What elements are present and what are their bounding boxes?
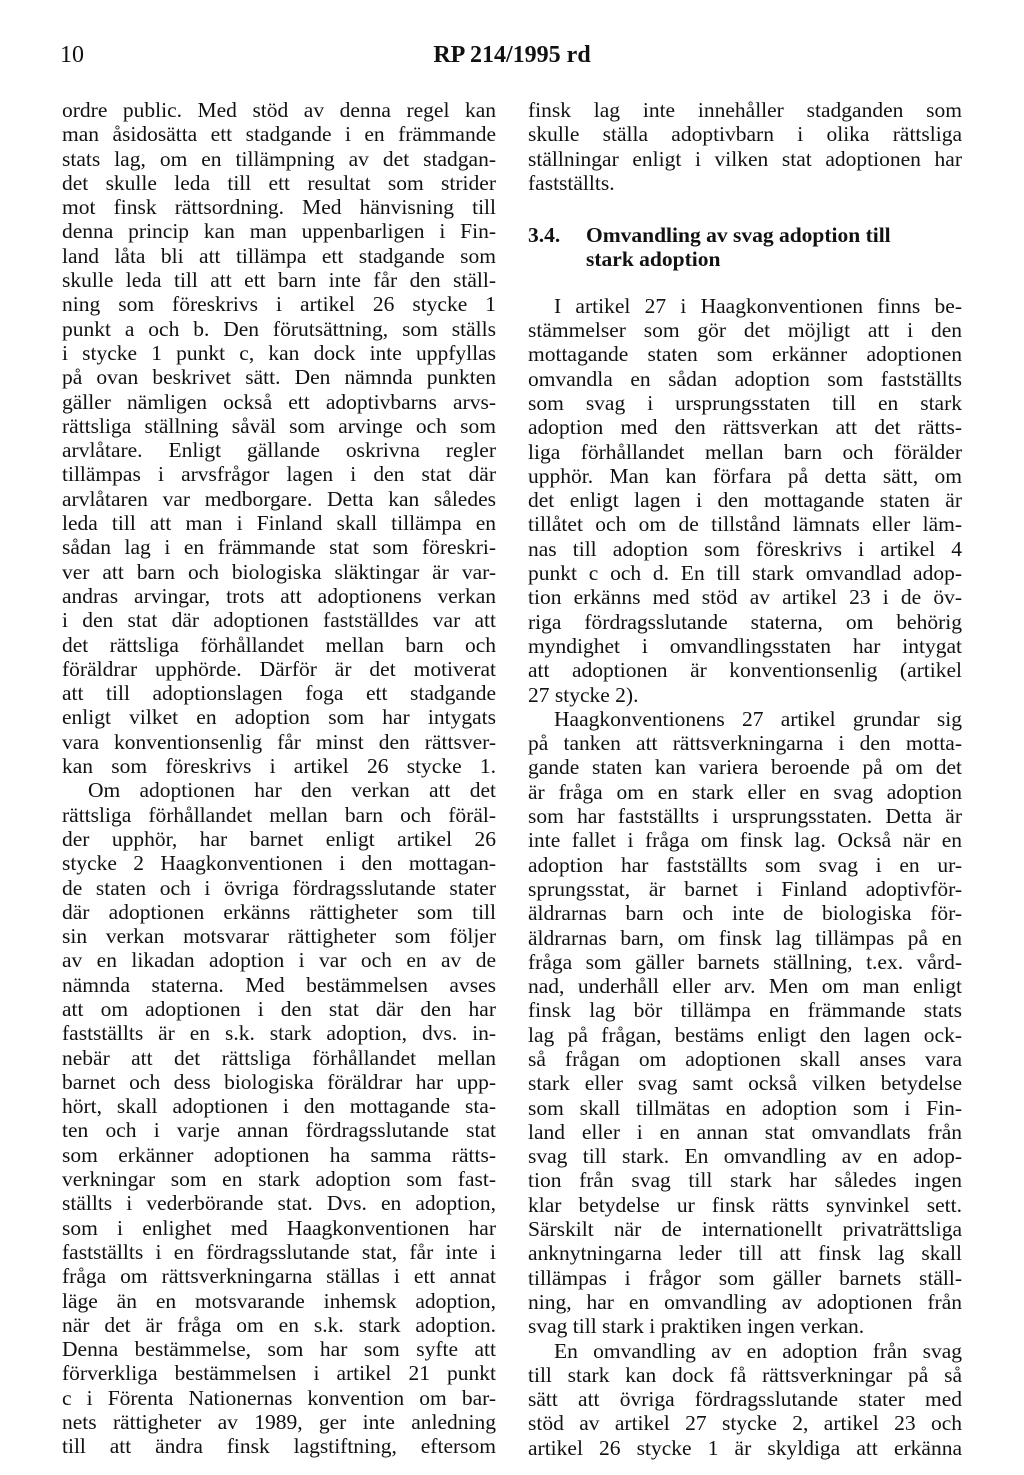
text-line: I artikel 27 i Haagkonventionen finns be- (554, 293, 962, 318)
text-line: fastställts. (528, 170, 615, 195)
text-line: de staten och i övriga fördragsslutande stater (62, 875, 496, 900)
text-line: Om adoptionen har den verkan att det (88, 778, 496, 803)
text-line: rättsliga förhållandet mellan barn och föräl- (62, 802, 496, 827)
text-line: inte fallet i fråga om finsk lag. Också när en (528, 828, 962, 853)
text-line: som skall tillmätas en adoption som i Fin- (528, 1095, 962, 1120)
text-line: när det är fråga om en s.k. stark adoption. (62, 1312, 496, 1337)
text-line: så frågan om adoptionen skall anses vara (528, 1046, 962, 1071)
text-line: av en likadan adoption i var och en av de (62, 948, 496, 973)
paragraph (528, 1339, 962, 1460)
text-line: till att ändra finsk lagstiftning, eftersom (62, 1434, 496, 1459)
text-line: skulle leda till att ett barn inte får den ställ- (62, 268, 496, 293)
text-line: i den stat där adoptionen fastställdes var att (62, 608, 496, 633)
text-line: att om adoptionen i den stat där den har (62, 996, 496, 1021)
text-line: En omvandling av en adoption från svag (554, 1338, 962, 1363)
text-line: stats lag, om en tillämpning av det stadgan- (62, 146, 496, 171)
paragraph (62, 98, 496, 778)
paragraph (62, 778, 496, 1458)
text-line: sätt att övriga fördragsslutande stater med (528, 1387, 962, 1412)
text-line: svag till stark. En omvandling av en adop- (528, 1144, 962, 1169)
text-line: finsk lag inte innehåller stadganden som (528, 98, 962, 122)
text-line: nas till adoption som föreskrivs i artikel 4 (528, 536, 962, 561)
text-line: ver att barn och biologiska släktingar är var- (62, 559, 496, 584)
text-line: ordre public. Med stöd av denna regel kan (62, 98, 496, 122)
text-line: sin verkan motsvarar rättigheter som följer (62, 924, 496, 949)
text-line: tillämpas i frågor som gäller barnets ställ- (528, 1265, 962, 1290)
text-line: arvlåtare. Enligt gällande oskrivna regler (62, 438, 496, 463)
text-line: där adoptionen erkänns rättigheter som till (62, 899, 496, 924)
text-line: punkt c och d. En till stark omvandlad adop- (528, 561, 962, 586)
paragraph (528, 98, 962, 195)
text-line: nets rättigheter av 1989, ger inte anledning (62, 1410, 496, 1435)
text-line: 27 stycke 2). (528, 682, 639, 707)
text-line: riga fördragsslutande staterna, om behörig (528, 609, 962, 634)
text-line: ten och i varje annan fördragsslutande stat (62, 1118, 496, 1143)
section-title-line: stark adoption (586, 247, 721, 272)
text-line: är fråga om en stark eller en svag adoption (528, 779, 962, 804)
text-line: stark eller svag samt också vilken betydelse (528, 1071, 962, 1096)
text-line: hört, skall adoptionen i den mottagande sta- (62, 1094, 496, 1119)
text-line: tion från svag till stark har således ingen (528, 1168, 962, 1193)
text-line: land eller i en annan stat omvandlats från (528, 1119, 962, 1144)
text-line: på ovan beskrivet sätt. Den nämnda punkten (62, 365, 496, 390)
text-line: punkt a och b. Den förutsättning, som ställs (62, 316, 496, 341)
text-line: fråga som gäller barnets ställning, t.ex. vård- (528, 949, 962, 974)
text-line: c i Förenta Nationernas konvention om bar- (62, 1385, 496, 1410)
text-line: andras arvingar, trots att adoptionens verkan (62, 583, 496, 608)
text-line: liga förhållandet mellan barn och förälder (528, 439, 962, 464)
text-line: upphör. Man kan förfara på detta sätt, om (528, 463, 962, 488)
text-line: fastställts är en s.k. stark adoption, dvs. in- (62, 1021, 496, 1046)
paragraph (528, 294, 962, 707)
section-title (586, 223, 962, 272)
text-line: denna princip kan man uppenbarligen i Fin- (62, 219, 496, 244)
text-line: ning som föreskrivs i artikel 26 stycke 1 (62, 292, 496, 317)
text-line: läge än en motsvarande inhemsk adoption, (62, 1288, 496, 1313)
text-line: lag på frågan, bestäms enligt den lagen ock- (528, 1022, 962, 1047)
text-line: det rättsliga förhållandet mellan barn och (62, 632, 496, 657)
text-line: kan som föreskrivs i artikel 26 stycke 1. (62, 754, 496, 779)
text-line: som i enlighet med Haagkonventionen har (62, 1215, 496, 1240)
text-line: gäller nämligen också ett adoptivbarns arvs- (62, 389, 496, 414)
text-line: föräldrar upphörde. Därför är det motiverat (62, 656, 496, 681)
text-line: artikel 26 stycke 1 är skyldiga att erkänna (528, 1435, 962, 1460)
text-line: myndighet i omvandlingsstaten har intygat (528, 633, 962, 658)
paragraph (528, 707, 962, 1339)
text-line: land låta bli att tillämpa ett stadgande som (62, 243, 496, 268)
running-head: RP 214/1995 rd (433, 42, 591, 68)
text-line: som erkänner adoptionen ha samma rätts- (62, 1142, 496, 1167)
text-line: nebär att det rättsliga förhållandet mellan (62, 1045, 496, 1070)
text-line: finsk lag bör tillämpa en främmande stats (528, 998, 962, 1023)
text-line: att till adoptionslagen foga ett stadgande (62, 681, 496, 706)
text-line: som svag i ursprungsstaten till en stark (528, 390, 962, 415)
text-line: adoption med den rättsverkan att det rätts- (528, 415, 962, 440)
text-line: förverkliga bestämmelsen i artikel 21 punkt (62, 1361, 496, 1386)
text-line: adoption har fastställts som svag i en ur- (528, 852, 962, 877)
text-line: skulle ställa adoptivbarn i olika rättsliga (528, 122, 962, 147)
text-line: nad, underhåll eller arv. Men om man enligt (528, 974, 962, 999)
text-line: tillåtet och om de tillstånd lämnats eller läm- (528, 512, 962, 537)
text-line: fastställts i en fördragsslutande stat, får inte i (62, 1239, 496, 1264)
text-line: tillämpas i arvsfrågor lagen i den stat där (62, 462, 496, 487)
left-column (62, 98, 496, 1459)
text-line: anknytningarna leder till att finsk lag skall (528, 1241, 962, 1266)
text-line: att adoptionen är konventionsenlig (artikel (528, 658, 962, 683)
text-line: mot finsk rättsordning. Med hänvisning till (62, 195, 496, 220)
text-line: enligt vilket en adoption som har intygats (62, 705, 496, 730)
text-line: man åsidosätta ett stadgande i en främmande (62, 122, 496, 147)
text-line: till stark kan dock få rättsverkningar på så (528, 1362, 962, 1387)
text-line: leda till att man i Finland skall tillämpa en (62, 511, 496, 536)
text-line: sådan lag i en främmande stat som föreskri- (62, 535, 496, 560)
text-line: arvlåtaren var medborgare. Detta kan således (62, 486, 496, 511)
section-number: 3.4. (528, 223, 561, 248)
text-line: ställts i vederbörande stat. Dvs. en adoption, (62, 1191, 496, 1216)
text-line: gande staten kan variera beroende på om det (528, 755, 962, 780)
text-line: det skulle leda till ett resultat som strider (62, 170, 496, 195)
text-line: stöd av artikel 27 stycke 2, artikel 23 och (528, 1411, 962, 1436)
text-line: äldrarnas barn, om finsk lag tillämpas på en (528, 925, 962, 950)
text-line: Särskilt när de internationellt privaträttsliga (528, 1217, 962, 1242)
right-column (528, 98, 962, 1460)
text-line: klar betydelse ur finsk rätts synvinkel sett. (528, 1192, 962, 1217)
text-line: äldrarnas barn och inte de biologiska för- (528, 901, 962, 926)
text-line: Haagkonventionens 27 artikel grundar sig (554, 706, 962, 731)
text-line: verkningar som en stark adoption som fast- (62, 1167, 496, 1192)
text-line: i stycke 1 punkt c, kan dock inte uppfyllas (62, 340, 496, 365)
text-line: ning, har en omvandling av adoptionen från (528, 1289, 962, 1314)
section-title-line: Omvandling av svag adoption till (586, 223, 891, 248)
text-line: stycke 2 Haagkonventionen i den mottagan- (62, 851, 496, 876)
text-line: ställningar enligt i vilken stat adoptionen har (528, 146, 962, 171)
section-heading (528, 223, 962, 272)
text-line: rättsliga ställning såväl som arvinge och som (62, 413, 496, 438)
text-line: som har fastställts i ursprungsstaten. Detta är (528, 804, 962, 829)
text-line: på tanken att rättsverkningarna i den motta- (528, 731, 962, 756)
text-line: stämmelser som gör det möjligt att i den (528, 318, 962, 343)
text-line: der upphör, har barnet enligt artikel 26 (62, 826, 496, 851)
text-line: nämnda staterna. Med bestämmelsen avses (62, 972, 496, 997)
text-line: mottagande staten som erkänner adoptionen (528, 342, 962, 367)
text-line: svag till stark i praktiken ingen verkan. (528, 1314, 865, 1339)
text-line: tion erkänns med stöd av artikel 23 i de öv- (528, 585, 962, 610)
text-line: fråga om rättsverkningarna ställas i ett annat (62, 1264, 496, 1289)
text-line: sprungsstat, är barnet i Finland adoptivför- (528, 876, 962, 901)
text-line: omvandla en sådan adoption som fastställts (528, 366, 962, 391)
text-line: det enligt lagen i den mottagande staten är (528, 488, 962, 513)
text-line: barnet och dess biologiska föräldrar har upp- (62, 1069, 496, 1094)
text-line: Denna bestämmelse, som har som syfte att (62, 1337, 496, 1362)
text-line: vara konventionsenlig får minst den rättsver- (62, 729, 496, 754)
page-number: 10 (60, 42, 84, 68)
